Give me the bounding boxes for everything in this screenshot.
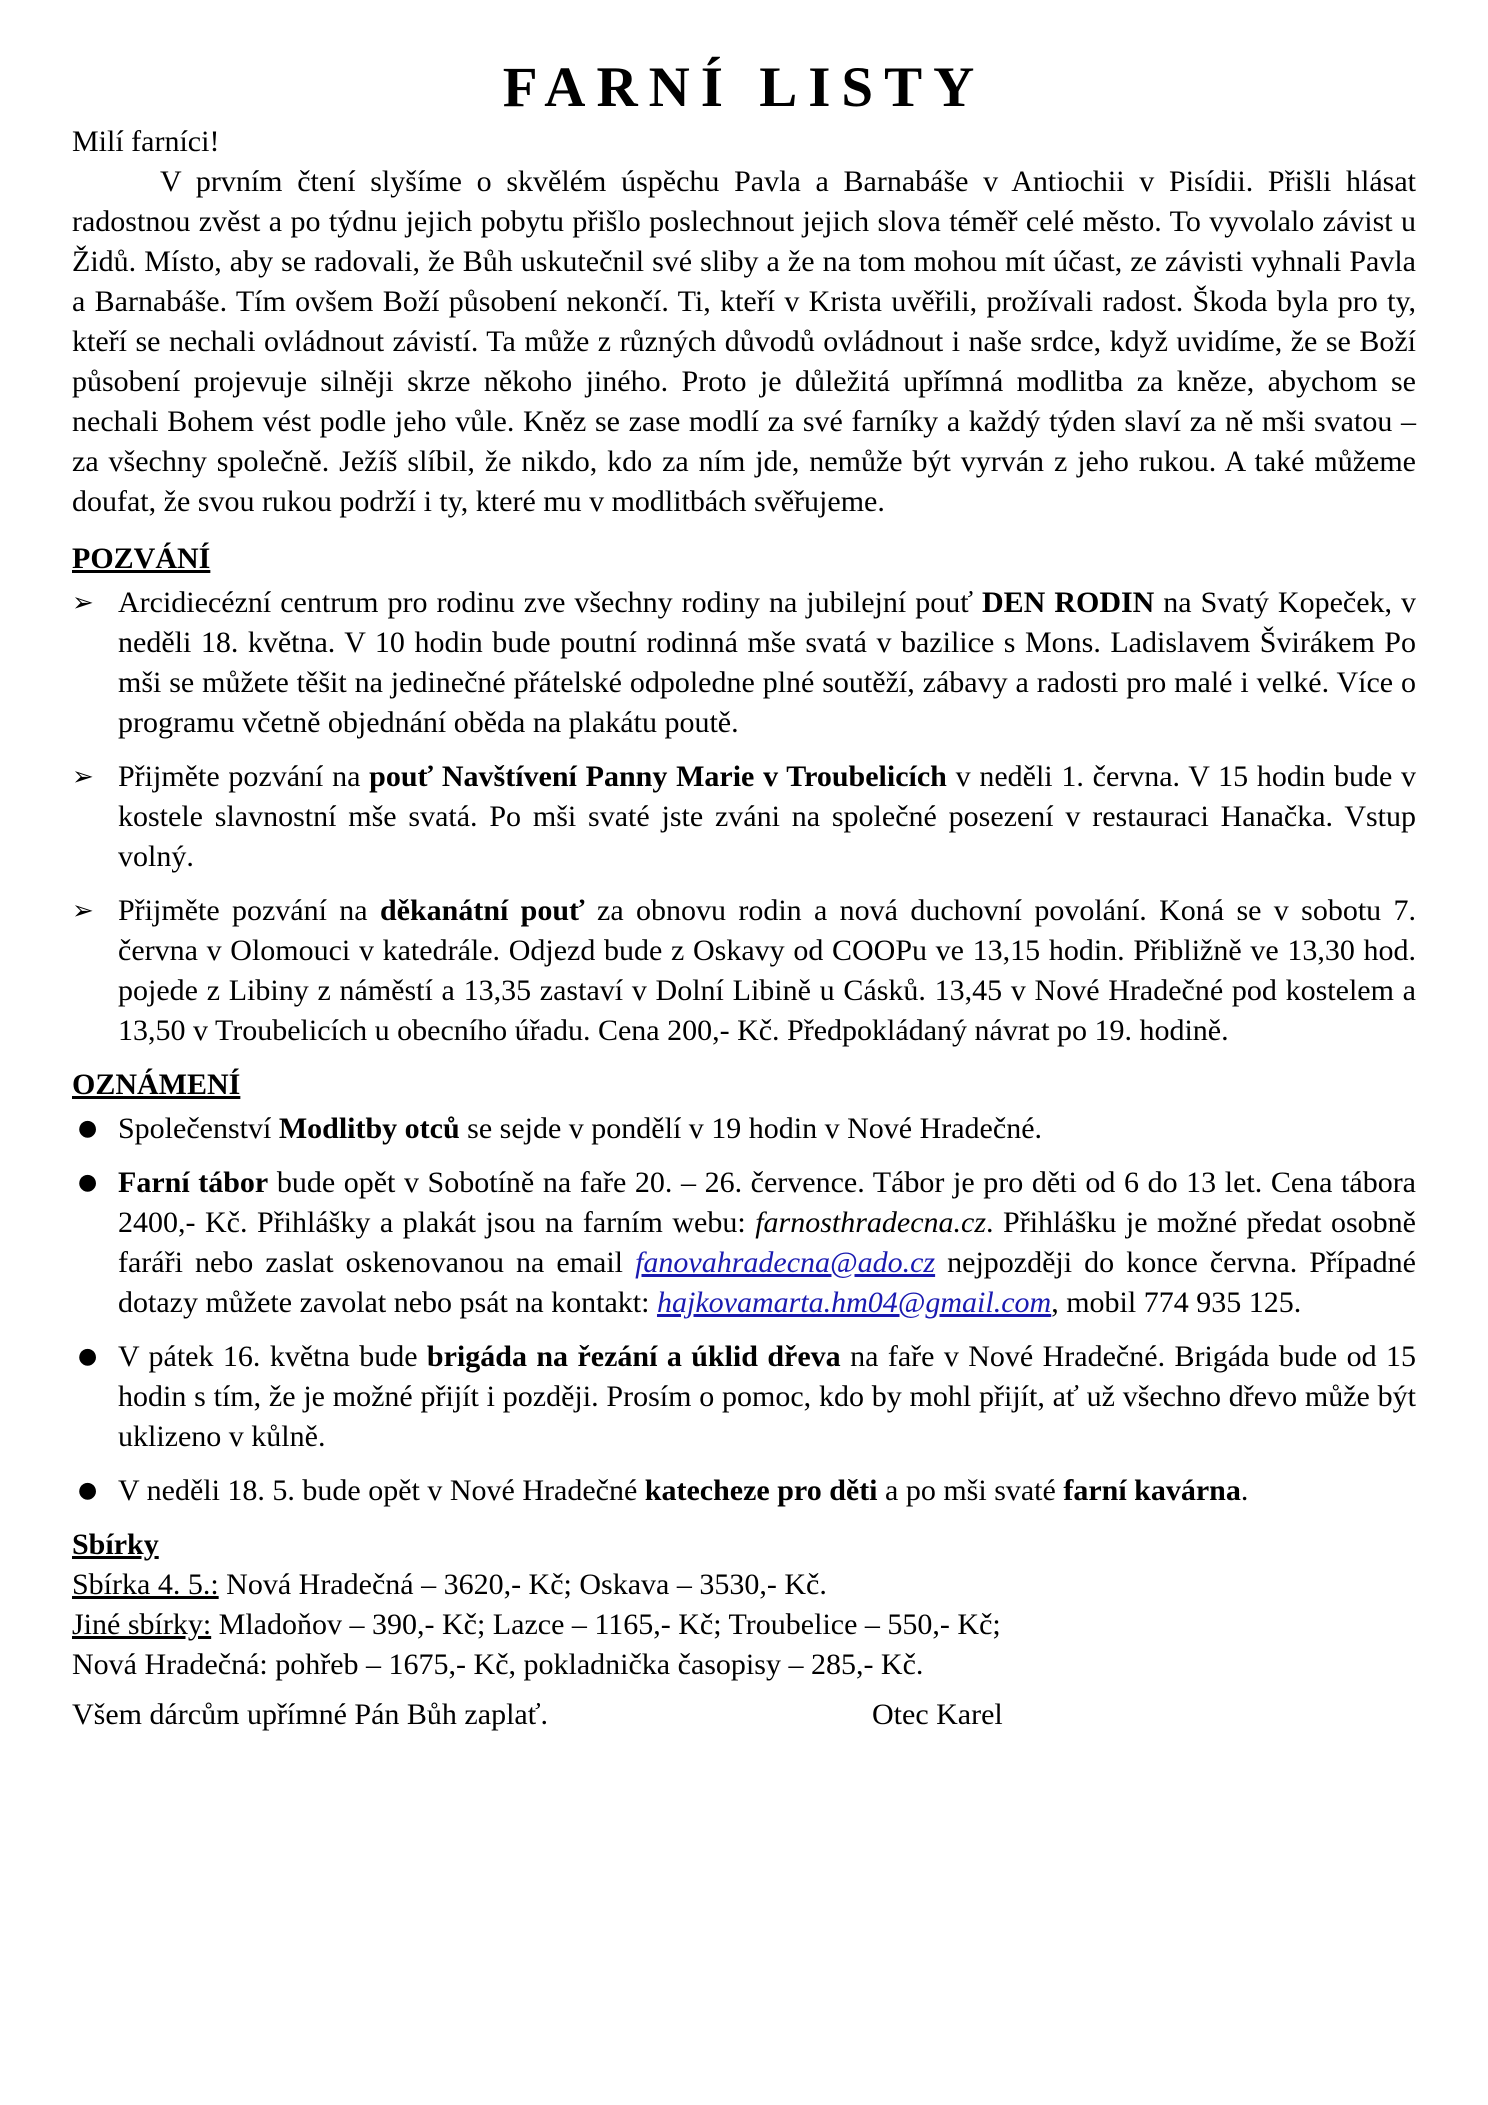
- announcement-text: Společenství: [118, 1112, 279, 1145]
- invitation-text: za obnovu rodin a nová duchovní povolání. Koná se v sobotu 7. června v Olomouci v katedrále. Odjezd bude z Oskavy od COOPu ve 13,15 hodin. Přibližně ve 13,30 hod. pojede z Libiny z náměstí a 13,35 zastaví v Dolní Libině u Cásků. 13,45 v Nové Hradečné pod kostelem a 13,50 v Troubelicích u obecního úřadu. Cena 200,- Kč. Předpokládaný návrat po 19. hodině.: [118, 894, 1416, 1047]
- invitation-text: Přijměte pozvání na: [118, 760, 370, 793]
- invitation-highlight: děkanátní pouť: [379, 894, 585, 927]
- invitation-item: [72, 757, 1416, 877]
- announcement-text: .: [1240, 1474, 1249, 1507]
- bullet-icon: ●: [78, 1170, 98, 1195]
- arrow-bullet-icon: ➢: [72, 896, 94, 926]
- parish-website: farnosthradecna.cz: [755, 1206, 987, 1239]
- collection-text: Nová Hradečná – 3620,- Kč; Oskava – 3530,- Kč.: [218, 1568, 827, 1601]
- bullet-icon: ●: [78, 1478, 98, 1503]
- announcement-item: [72, 1163, 1416, 1323]
- arrow-bullet-icon: ➢: [72, 588, 94, 618]
- collection-label: Sbírka 4. 5.:: [72, 1568, 219, 1601]
- bullet-icon: ●: [78, 1344, 98, 1369]
- invitation-highlight: pouť Navštívení Panny Marie v Troubelicích: [369, 760, 947, 793]
- announcement-item: [72, 1337, 1416, 1457]
- announcement-highlight: brigáda na řezání a úklid dřeva: [426, 1340, 841, 1373]
- collection-text: Mladoňov – 390,- Kč; Lazce – 1165,- Kč; Troubelice – 550,- Kč;: [211, 1608, 1001, 1641]
- announcement-text: bude opět v Sobotíně na faře 20. – 26. července. Tábor je pro děti od 6 do 13 let. Cena tábora 2400,- Kč. Přihlášky a plakát jsou na farním webu:: [118, 1166, 1416, 1239]
- collection-label: Jiné sbírky:: [72, 1608, 212, 1641]
- announcement-item: [72, 1471, 1416, 1511]
- collection-line: [72, 1605, 1416, 1645]
- announcement-highlight: Modlitby otců: [278, 1112, 460, 1145]
- invitation-highlight: DEN RODIN: [982, 586, 1155, 619]
- announcement-highlight: katecheze pro děti: [644, 1474, 878, 1507]
- invitations-heading: POZVÁNÍ: [72, 542, 211, 575]
- page-title: FARNÍ LISTY: [502, 56, 986, 119]
- announcement-highlight: Farní tábor: [118, 1166, 269, 1199]
- announcement-text: . Přihlášku je možné předat osobně faráři nebo zaslat oskenovanou na email: [118, 1206, 1416, 1279]
- invitation-item: [72, 583, 1416, 743]
- collection-line: Nová Hradečná: pohřeb – 1675,- Kč, pokladnička časopisy – 285,- Kč.: [72, 1648, 924, 1681]
- announcement-text: nejpozději do konce června. Případné dotazy můžete zavolat nebo psát na kontakt:: [118, 1246, 1416, 1319]
- bullet-icon: ●: [78, 1116, 98, 1141]
- announcement-text: a po mši svaté: [877, 1474, 1064, 1507]
- announcements-heading: OZNÁMENÍ: [72, 1068, 241, 1101]
- arrow-bullet-icon: ➢: [72, 762, 94, 792]
- announcement-text: V neděli 18. 5. bude opět v Nové Hradečné: [118, 1474, 645, 1507]
- contact-email-link[interactable]: hajkovamarta.hm04@gmail.com: [656, 1286, 1052, 1319]
- invitation-text: Arcidiecézní centrum pro rodinu zve všechny rodiny na jubilejní pouť: [118, 586, 982, 619]
- invitation-text: Přijměte pozvání na: [118, 894, 380, 927]
- signoff: [72, 1695, 1416, 1735]
- email-link[interactable]: fanovahradecna@ado.cz: [635, 1246, 936, 1279]
- thanks-text: Všem dárcům upřímné Pán Bůh zaplať.: [72, 1698, 549, 1731]
- collections-heading: Sbírky: [72, 1528, 159, 1561]
- announcement-item: [72, 1109, 1416, 1149]
- invitation-item: [72, 891, 1416, 1051]
- signature: Otec Karel: [872, 1698, 1003, 1731]
- invitations-list: [72, 583, 1416, 1051]
- announcement-text: , mobil 774 935 125.: [1051, 1286, 1302, 1319]
- announcement-text: V pátek 16. května bude: [118, 1340, 427, 1373]
- announcement-highlight: farní kavárna: [1063, 1474, 1241, 1507]
- announcement-text: se sejde v pondělí v 19 hodin v Nové Hradečné.: [459, 1112, 1043, 1145]
- collection-line: [72, 1565, 1416, 1605]
- announcement-text: na faře v Nové Hradečné. Brigáda bude od 15 hodin s tím, že je možné přijít i později. Prosím o pomoc, kdo by mohl přijít, ať už všechno dřevo může být uklizeno v kůlně.: [118, 1340, 1416, 1453]
- greeting: Milí farníci!: [72, 125, 220, 158]
- announcements-list: [72, 1109, 1416, 1511]
- invitation-text: na Svatý Kopeček, v neděli 18. května. V 10 hodin bude poutní rodinná mše svatá v bazilice s Mons. Ladislavem Švirákem Po mši se můžete těšit na jedinečné přátelské odpoledne plné soutěží, zábavy a radosti pro malé i velké. Více o programu včetně objednání oběda na plakátu poutě.: [118, 586, 1416, 739]
- intro-paragraph: V prvním čtení slyšíme o skvělém úspěchu Pavla a Barnabáše v Antiochii v Pisídii. Přišli hlásat radostnou zvěst a po týdnu jejich pobytu přišlo poslechnout jejich slova téměř celé město. To vyvolalo závist u Židů. Místo, aby se radovali, že Bůh uskutečnil své sliby a že na tom mohou mít účast, ze závisti vyhnali Pavla a Barnabáše. Tím ovšem Boží působení nekončí. Ti, kteří v Krista uvěřili, prožívali radost. Škoda byla pro ty, kteří se nechali ovládnout závistí. Ta může z různých důvodů ovládnout i naše srdce, když uvidíme, že se Boží působení projevuje silněji skrze někoho jiného. Proto je důležitá upřímná modlitba za kněze, abychom se nechali Bohem vést podle jeho vůle. Kněz se zase modlí za své farníky a každý týden slaví za ně mši svatou – za všechny společně. Ježíš slíbil, že nikdo, kdo za ním jde, nemůže být vyrván z jeho rukou. A také můžeme doufat, že svou rukou podrží i ty, které mu v modlitbách svěřujeme.: [72, 165, 1416, 518]
- invitation-text: v neděli 1. června. V 15 hodin bude v kostele slavnostní mše svatá. Po mši svaté jste zváni na společné posezení v restauraci Hanačka. Vstup volný.: [118, 760, 1416, 873]
